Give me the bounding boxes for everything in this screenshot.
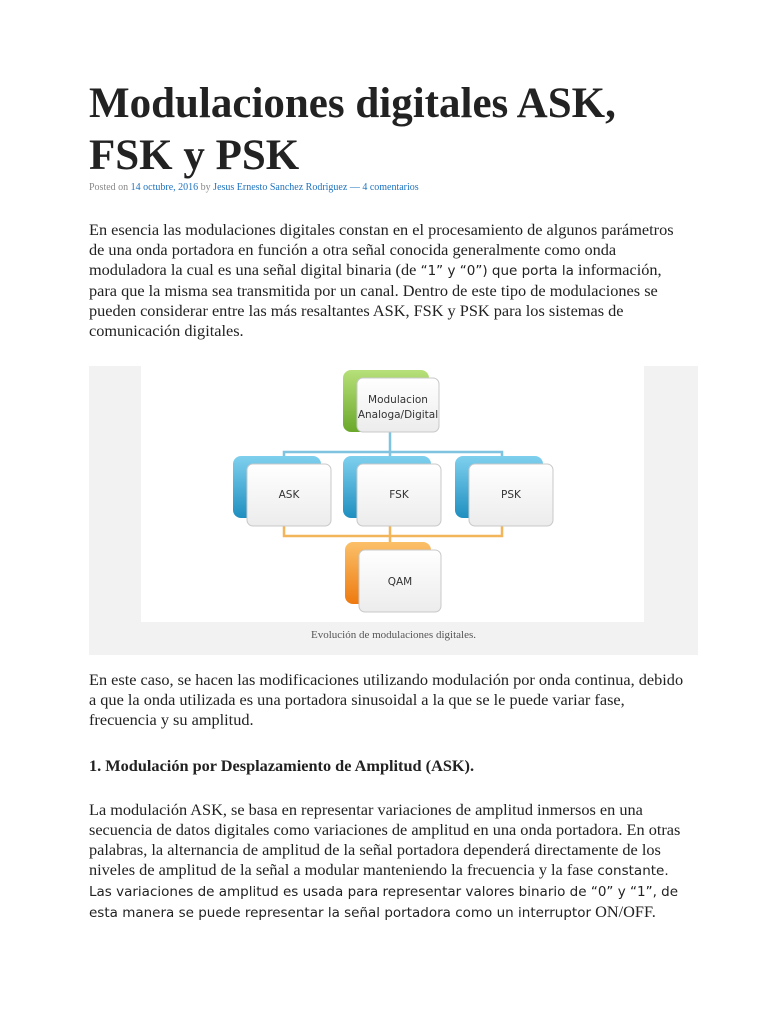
node-qam bbox=[345, 542, 441, 612]
intro-text-2: información, para que la misma sea transmitida por un canal. Dentro de este tipo de modulaciones se pueden considerar entre las más resaltantes ASK, FSK y PSK para los sistemas de comunicación digitales. bbox=[89, 260, 662, 340]
node-psk-label: PSK bbox=[501, 489, 521, 501]
intro-text-1: En esencia las modulaciones digitales constan en el procesamiento de algunos parámetros de una onda portadora en función a otra señal conocida generalmente como onda moduladora la cual es una señal digital binaria (de bbox=[89, 220, 674, 279]
meta-separator: — bbox=[349, 182, 360, 193]
node-top-label-1: Modulacion bbox=[368, 394, 428, 406]
diagram-canvas bbox=[141, 366, 644, 622]
node-analog-digital bbox=[343, 370, 439, 432]
intro-paragraph bbox=[89, 220, 689, 341]
node-fsk bbox=[343, 456, 441, 526]
modulation-figure bbox=[89, 366, 698, 655]
ask-text-1: La modulación ASK, se basa en representar variaciones de amplitud inmersos en una secuencia de datos digitales como variaciones de amplitud en una onda portadora. En otras palabras, la alternancia de amplitud de la señal portadora dependerá directamente de los niveles de amplitud de la señal a modular manteniendo la frecuencia y la fase bbox=[89, 800, 681, 879]
comments-link[interactable]: 4 comentarios bbox=[362, 182, 419, 193]
section-ask-heading: 1. Modulación por Desplazamiento de Amplitud (ASK). bbox=[89, 756, 475, 775]
author-link[interactable]: Jesus Ernesto Sanchez Rodriguez bbox=[213, 182, 348, 193]
ask-text-2: ON/OFF. bbox=[591, 902, 656, 921]
ask-text-binary: constante. Las variaciones de amplitud es usada para representar valores binario de “0” y “1”, de esta manera se puede representar la señal portadora como un interruptor bbox=[89, 863, 679, 921]
post-date-link[interactable]: 14 octubre, 2016 bbox=[130, 182, 199, 193]
by-label: by bbox=[200, 182, 211, 193]
ask-paragraph bbox=[89, 800, 689, 923]
modulation-diagram bbox=[141, 366, 644, 622]
figure-caption: Evolución de modulaciones digitales. bbox=[311, 629, 476, 641]
post-meta bbox=[89, 181, 419, 194]
connector-bottom bbox=[284, 524, 502, 544]
posted-on-label: Posted on bbox=[89, 182, 129, 193]
continuous-wave-paragraph: En este caso, se hacen las modificaciones utilizando modulación por onda continua, debido a que la onda utilizada es una portadora sinusoidal a la que se le puede variar fase, frecuencia y su amplitud. bbox=[89, 670, 684, 729]
node-ask bbox=[233, 456, 331, 526]
node-ask-label: ASK bbox=[278, 489, 300, 501]
article-title: Modulaciones digitales ASK, FSK y PSK bbox=[89, 80, 616, 179]
node-qam-label: QAM bbox=[387, 576, 413, 588]
node-psk bbox=[455, 456, 553, 526]
intro-text-binary: “1” y “0”) que porta la bbox=[416, 263, 574, 279]
node-top-label-2: Analoga/Digital bbox=[357, 409, 439, 421]
node-fsk-label: FSK bbox=[389, 489, 409, 501]
